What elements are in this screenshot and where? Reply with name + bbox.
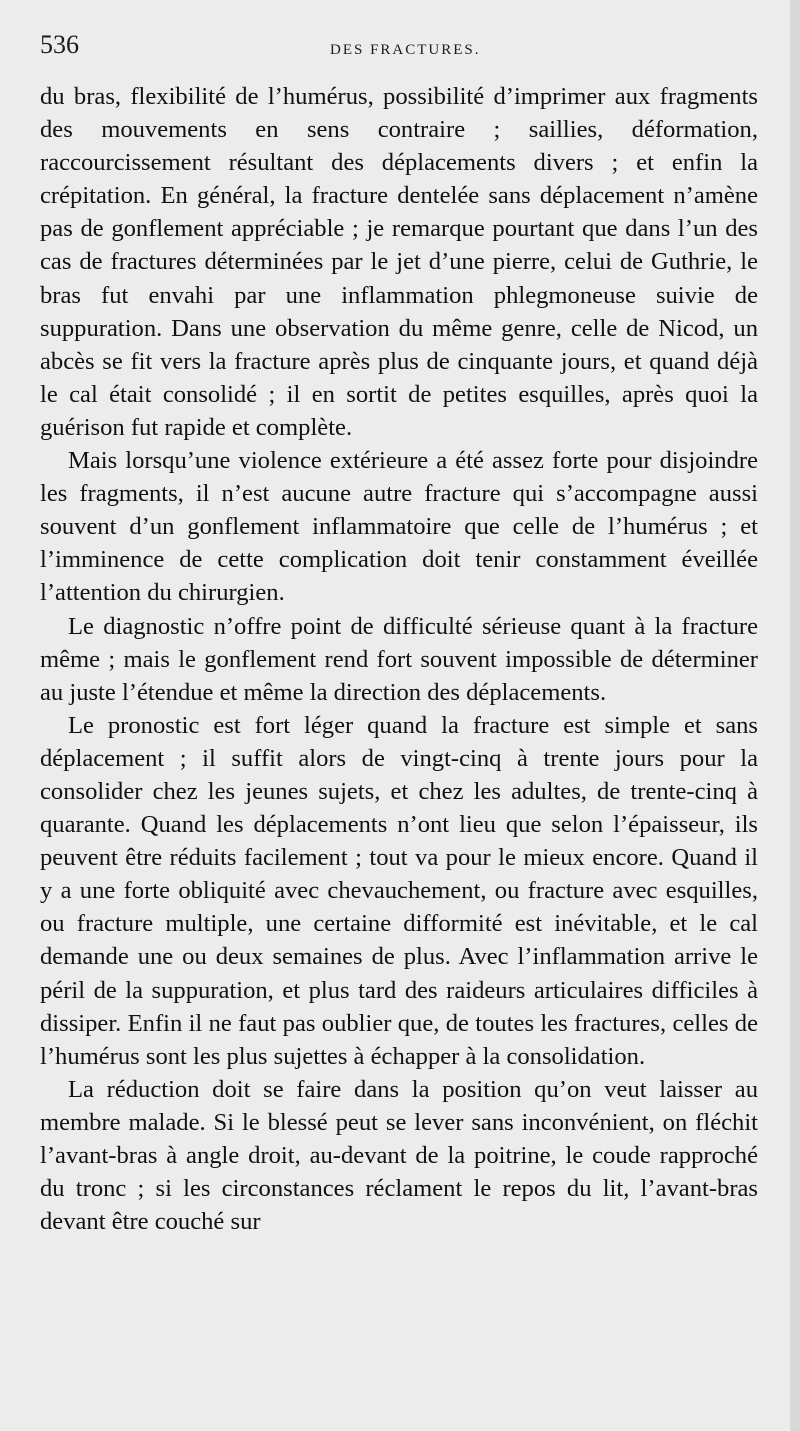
body-text bbox=[40, 80, 758, 1238]
paragraph-reduction: La réduction doit se faire dans la position qu’on veut laisser au membre malade. Si le blessé peut se lever sans inconvénient, on fléchit l’avant-bras à angle droit, au-devant de la poitrine, le coude rapproché du tronc ; si les circonstances réclament le repos du lit, l’avant-bras devant être couché sur bbox=[40, 1075, 758, 1236]
paragraph-prognosis: Le pronostic est fort léger quand la fracture est simple et sans déplacement ; il suffit alors de vingt-cinq à trente jours pour la consolider chez les jeunes sujets, et chez les adultes, de trente-cinq à quarante. Quand les déplacements n’ont lieu que selon l’épaisseur, ils peuvent être réduits facilement ; tout va pour le mieux encore. Quand il y a une forte obliquité avec chevauchement, ou fracture avec esquilles, ou fracture multiple, une certaine difformité est inévitable, et le cal demande une ou deux semaines de plus. Avec l’inflammation arrive le péril de la suppuration, et plus tard des raideurs articulaires difficiles à dissiper. Enfin il ne faut pas oublier que, de toutes les fractures, celles de l’humérus sont les plus sujettes à échapper à la consolidation. bbox=[40, 711, 758, 1070]
paragraph-diagnosis: Le diagnostic n’offre point de difficulté sérieuse quant à la fracture même ; mais le gonflement rend fort souvent impossible de déterminer au juste l’étendue et même la direction des déplacements. bbox=[40, 612, 758, 706]
page-header bbox=[40, 30, 760, 66]
paragraph-swelling: Mais lorsqu’une violence extérieure a été assez forte pour disjoindre les fragments, il n’est aucune autre fracture qui s’accompagne aussi souvent d’un gonflement inflammatoire que celle de l’humérus ; et l’imminence de cette complication doit tenir constamment éveillée l’attention du chirurgien. bbox=[40, 447, 758, 607]
page-gutter bbox=[790, 0, 800, 1431]
paragraph-continuation: du bras, flexibilité de l’humérus, possibilité d’imprimer aux fragments des mouvements en sens contraire ; saillies, déformation, raccourcissement résultant des déplacements divers ; et enfin la crépitation. En général, la fracture dentelée sans déplacement n’amène pas de gonflement appréciable ; je remarque pourtant que dans l’un des cas de fractures déterminées par le jet d’une pierre, celui de Guthrie, le bras fut envahi par une inflammation phlegmoneuse suivie de suppuration. Dans une observation du même genre, celle de Nicod, un abcès se fit vers la fracture après plus de cinquante jours, et quand déjà le cal était consolidé ; il en sortit de petites esquilles, après quoi la guérison fut rapide et complète. bbox=[40, 83, 758, 441]
running-head: DES FRACTURES. bbox=[330, 42, 481, 58]
page-number: 536 bbox=[40, 30, 79, 59]
